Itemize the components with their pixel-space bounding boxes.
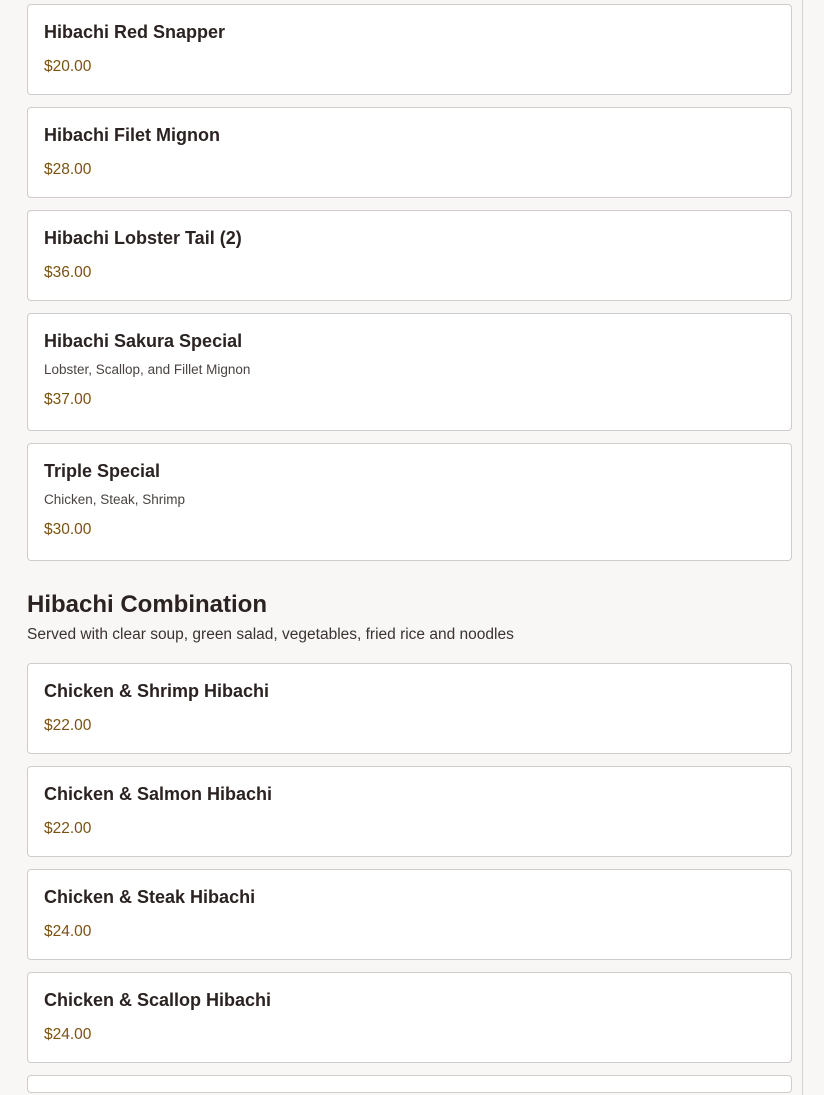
menu-item-name: Triple Special [44,461,161,481]
menu-item-price: $30.00 [44,521,92,538]
menu-item-card[interactable] [27,663,792,754]
menu-item-name: Hibachi Red Snapper [44,22,226,42]
menu-item-description: Lobster, Scallop, and Fillet Mignon [44,362,251,377]
menu-item-name: Chicken & Salmon Hibachi [44,784,273,804]
menu-item-card[interactable] [27,107,792,198]
menu-item-name: Chicken & Shrimp Hibachi [44,681,270,701]
menu-item-name: Hibachi Sakura Special [44,331,243,351]
page-edge-divider [802,0,803,1095]
menu-item-price: $36.00 [44,264,92,281]
menu-item-card[interactable] [27,313,792,431]
menu-item-price: $20.00 [44,58,92,75]
menu-item-card[interactable] [27,972,792,1063]
menu-item-description: Chicken, Steak, Shrimp [44,492,186,507]
menu-item-name: Chicken & Steak Hibachi [44,887,256,907]
menu-item-price: $37.00 [44,391,92,408]
menu-item-name: Chicken & Scallop Hibachi [44,990,272,1010]
menu-item-card[interactable] [27,443,792,561]
menu-item-price: $28.00 [44,161,92,178]
menu-item-name: Hibachi Lobster Tail (2) [44,228,242,248]
menu-content [27,4,792,1095]
menu-item-card[interactable] [27,4,792,95]
section-hibachi-combination [27,590,792,1093]
menu-item-card[interactable] [27,210,792,301]
menu-item-card[interactable] [27,766,792,857]
menu-item-price: $22.00 [44,820,92,837]
menu-item-price: $22.00 [44,717,92,734]
section-title: Hibachi Combination [27,591,267,618]
menu-item-card[interactable] [27,869,792,960]
menu-item-card-partial[interactable] [27,1075,792,1093]
menu-item-price: $24.00 [44,1026,92,1043]
menu-item-name: Hibachi Filet Mignon [44,125,220,145]
menu-item-price: $24.00 [44,923,92,940]
section-subtitle: Served with clear soup, green salad, vegetables, fried rice and noodles [27,626,514,643]
